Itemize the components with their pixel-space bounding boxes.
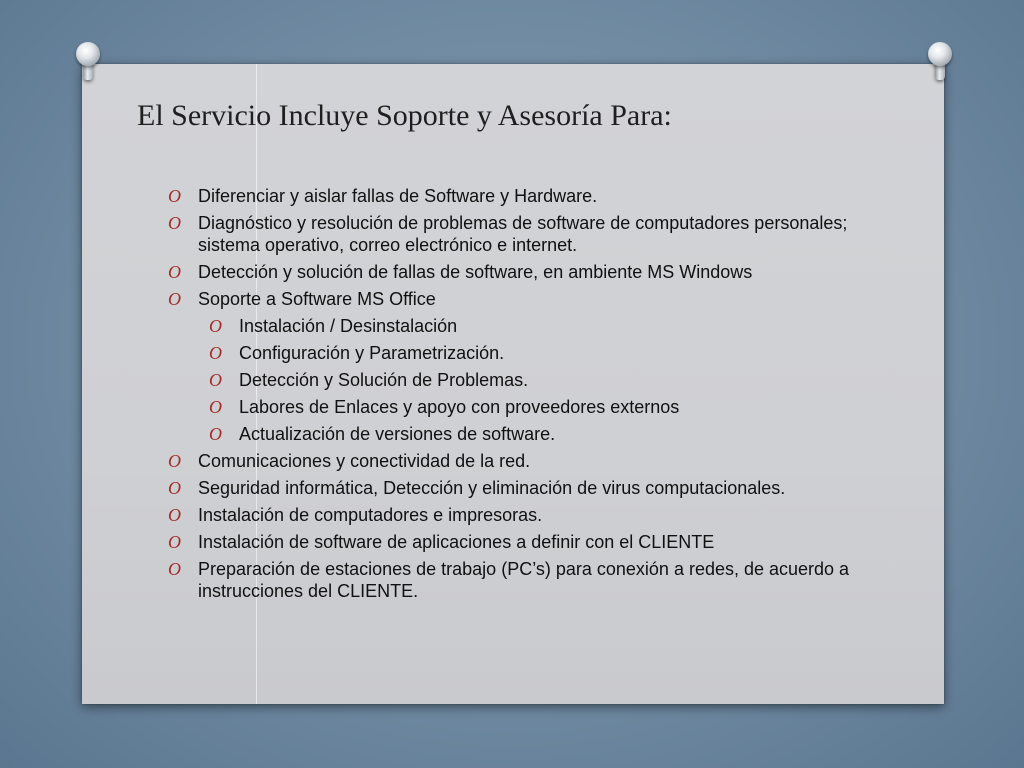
bullet-list (168, 185, 908, 607)
list-item (168, 504, 908, 526)
pushpin-left-icon (76, 42, 100, 82)
list-item (168, 212, 908, 256)
list-item-text: Instalación de software de aplicaciones a definir con el CLIENTE (198, 532, 715, 552)
bullet-icon: O (168, 451, 181, 471)
list-item-text: Configuración y Parametrización. (239, 343, 505, 363)
pushpin-right-icon (928, 42, 952, 82)
bullet-icon: O (168, 505, 181, 525)
sub-list-item (168, 315, 908, 337)
sub-list-item (168, 423, 908, 445)
list-item-text: Detección y solución de fallas de software, en ambiente MS Windows (198, 262, 753, 282)
bullet-icon: O (168, 478, 181, 498)
sub-list-item (168, 369, 908, 391)
list-item (168, 288, 908, 310)
bullet-icon: O (168, 559, 181, 579)
list-item-text: Diferenciar y aislar fallas de Software y Hardware. (198, 186, 598, 206)
list-item-text: Preparación de estaciones de trabajo (PC’s) para conexión a redes, de acuerdo a instrucciones del CLIENTE. (198, 559, 850, 601)
bullet-icon: O (168, 532, 181, 552)
list-item-text: Soporte a Software MS Office (198, 289, 436, 309)
list-item-text: Actualización de versiones de software. (239, 424, 556, 444)
bullet-icon: O (209, 343, 222, 363)
slide-title: El Servicio Incluye Soporte y Asesoría Para: (137, 99, 672, 132)
bullet-icon: O (209, 370, 222, 390)
list-item (168, 261, 908, 283)
list-item-text: Detección y Solución de Problemas. (239, 370, 529, 390)
list-item-text: Labores de Enlaces y apoyo con proveedores externos (239, 397, 680, 417)
bullet-icon: O (209, 316, 222, 336)
list-item-text: Diagnóstico y resolución de problemas de software de computadores personales; sistema operativo, correo electrónico e internet. (198, 213, 848, 255)
bullet-icon: O (168, 186, 181, 206)
sub-list-item (168, 396, 908, 418)
list-item-text: Seguridad informática, Detección y eliminación de virus computacionales. (198, 478, 786, 498)
list-item (168, 558, 908, 602)
list-item (168, 531, 908, 553)
bullet-icon: O (168, 262, 181, 282)
list-item-text: Instalación / Desinstalación (239, 316, 458, 336)
bullet-icon: O (209, 424, 222, 444)
bullet-icon: O (168, 289, 181, 309)
list-item-text: Instalación de computadores e impresoras. (198, 505, 543, 525)
sub-list-item (168, 342, 908, 364)
list-item (168, 477, 908, 499)
list-item-text: Comunicaciones y conectividad de la red. (198, 451, 531, 471)
list-item (168, 450, 908, 472)
bullet-icon: O (168, 213, 181, 233)
list-item (168, 185, 908, 207)
bullet-icon: O (209, 397, 222, 417)
